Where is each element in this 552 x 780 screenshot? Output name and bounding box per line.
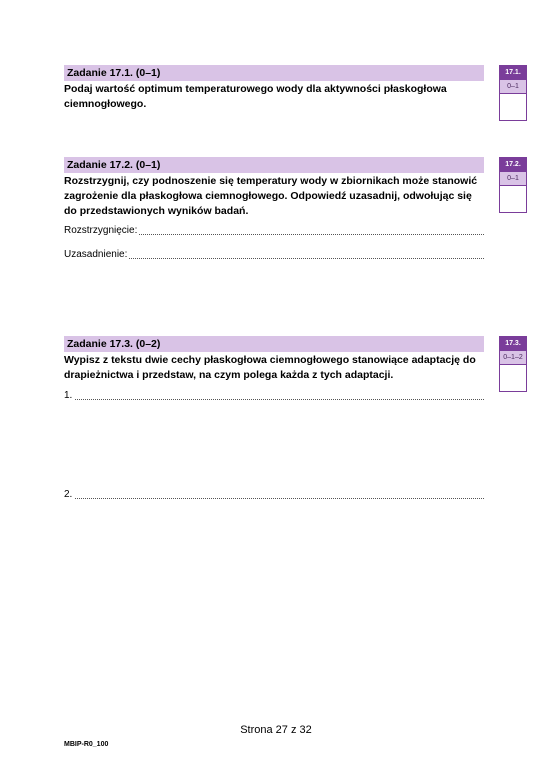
task-header: Zadanie 17.2. (0–1): [64, 157, 484, 173]
exam-code: MBIP-R0_100: [64, 741, 109, 748]
item-1-line[interactable]: [64, 390, 484, 402]
task-prompt: Rozstrzygnij, czy podnoszenie się temperatury wody w zbiornikach może stanowić zagrożenie dla płaskogłowa ciemnogłowego. Odpowiedź uzasadnij, odwołując się do przedstawionych wyników badań.: [64, 175, 478, 217]
score-number: 17.3.: [500, 337, 526, 350]
task-prompt: Podaj wartość optimum temperaturowego wody dla aktywności płaskogłowa ciemnogłowego.: [64, 83, 447, 110]
decision-line[interactable]: [64, 225, 484, 237]
score-entry[interactable]: [500, 93, 526, 120]
item-2-label: 2.: [64, 489, 73, 500]
decision-label: Rozstrzygnięcie:: [64, 225, 138, 236]
task-17-3: [64, 336, 484, 500]
score-box-17-3: [499, 336, 527, 392]
score-points: 0–1–2: [500, 350, 526, 364]
score-points: 0–1: [500, 79, 526, 93]
score-box-17-1: [499, 65, 527, 121]
task-header: Zadanie 17.3. (0–2): [64, 336, 484, 352]
task-prompt: Wypisz z tekstu dwie cechy płaskogłowa ciemnogłowego stanowiące adaptację do drapieżnictwa i przedstaw, na czym polega każda z tych adaptacji.: [64, 354, 476, 381]
item-1-label: 1.: [64, 390, 73, 401]
justification-label: Uzasadnienie:: [64, 249, 128, 260]
score-number: 17.2.: [500, 158, 526, 171]
score-entry[interactable]: [500, 185, 526, 212]
task-17-2: [64, 157, 484, 260]
score-number: 17.1.: [500, 66, 526, 79]
justification-line[interactable]: [64, 249, 484, 261]
task-header: Zadanie 17.1. (0–1): [64, 65, 484, 81]
page-number: Strona 27 z 32: [240, 724, 312, 736]
score-box-17-2: [499, 157, 527, 213]
task-17-1: [64, 65, 484, 112]
item-2-line[interactable]: [64, 489, 484, 501]
score-entry[interactable]: [500, 364, 526, 391]
score-points: 0–1: [500, 171, 526, 185]
